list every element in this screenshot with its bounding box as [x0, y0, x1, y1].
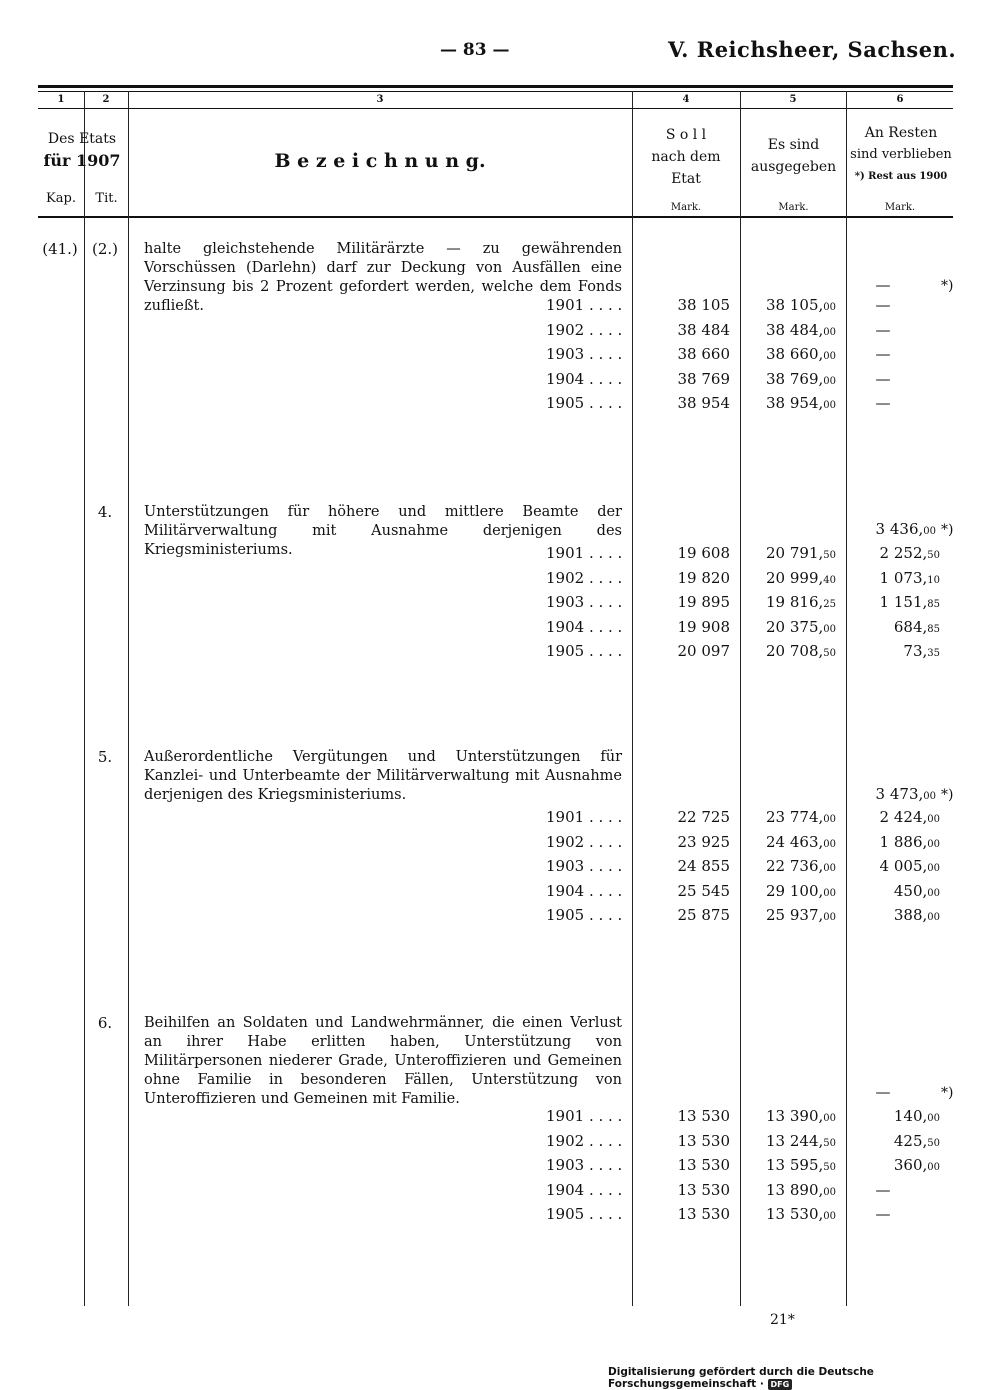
ausgegeben-value: [744, 544, 836, 562]
ausgegeben-line-2: ausgegeben: [750, 159, 837, 175]
ausgegeben-amount: 38 105,: [766, 296, 824, 314]
ausgegeben-amount: 13 890,: [766, 1181, 824, 1199]
year-label: 1904 . . . .: [546, 882, 623, 900]
soll-value: 25 545: [677, 882, 730, 900]
rest-value: [848, 1181, 918, 1199]
ausgegeben-amount: 20 791,: [766, 544, 824, 562]
colnum-rule: [38, 108, 953, 109]
top-thin-rule: [38, 91, 953, 92]
col-sep-soll-aus: [740, 91, 741, 1306]
ausgegeben-value: [744, 882, 836, 900]
year-label: 1904 . . . .: [546, 618, 623, 636]
col-sep-text-soll: [632, 91, 633, 1306]
soll-value: 13 530: [677, 1205, 730, 1223]
title-description: halte gleichstehende Militärärzte — zu gewährenden Vorschüssen (Darlehn) darf zur Deckung von Ausfällen eine Verzinsung bis 2 Prozent gefordert werden, welche dem Fonds zufließt.: [144, 241, 622, 314]
rest-amount: 1 073,: [879, 569, 928, 587]
soll-value: 13 530: [677, 1156, 730, 1174]
ausgegeben-amount: 38 484,: [766, 321, 824, 339]
ausgegeben-value: [744, 394, 836, 412]
footnote-marker: *): [941, 787, 954, 803]
rest-dash: —: [875, 321, 891, 339]
soll-value: 23 925: [677, 833, 730, 851]
year-label: 1901 . . . .: [546, 544, 623, 562]
rest-1900-amount: 3 436,: [875, 520, 924, 538]
ausgegeben-value: [744, 906, 836, 924]
rest-1900-dash: —: [875, 276, 891, 294]
rest-value: [848, 296, 918, 314]
unit-soll: Mark.: [670, 202, 702, 213]
soll-value: 13 530: [677, 1132, 730, 1150]
ausgegeben-amount: 38 954,: [766, 394, 824, 412]
ausgegeben-cents: 00: [823, 624, 836, 635]
rest-value: [848, 1205, 918, 1223]
reste-line-2: sind verblieben: [850, 147, 952, 162]
ausgegeben-value: [744, 321, 836, 339]
tit-number: 4.: [97, 503, 113, 521]
ausgegeben-cents: 40: [823, 575, 836, 586]
ausgegeben-value: [744, 569, 836, 587]
year-label: 1903 . . . .: [546, 857, 623, 875]
year-label: 1902 . . . .: [546, 569, 623, 587]
col-sep-aus-rest: [846, 91, 847, 1306]
tit-number: 6.: [97, 1014, 113, 1032]
rest-value: [848, 569, 940, 587]
rest-value: [848, 618, 940, 636]
footnote-marker: *): [941, 522, 954, 538]
col-number-5: 5: [789, 94, 797, 105]
rest-amount: 73,: [903, 642, 928, 660]
ausgegeben-value: [744, 1107, 836, 1125]
rest-value: [848, 1156, 940, 1174]
rest-value: [848, 833, 940, 851]
soll-value: 13 530: [677, 1107, 730, 1125]
reste-line-1: An Resten: [864, 125, 938, 141]
rest-dash: —: [875, 296, 891, 314]
ausgegeben-cents: 00: [823, 912, 836, 923]
ausgegeben-cents: 00: [823, 400, 836, 411]
rest-cents: 50: [927, 1138, 940, 1149]
rest-1900-value: [848, 1083, 918, 1101]
soll-value: 19 820: [677, 569, 730, 587]
footer-credit: [608, 1366, 1000, 1390]
year-label: 1905 . . . .: [546, 394, 623, 412]
rest-1900-value: [848, 276, 918, 294]
year-label: 1905 . . . .: [546, 906, 623, 924]
rest-amount: 684,: [893, 618, 928, 636]
soll-value: 38 484: [677, 321, 730, 339]
soll-line-2: nach dem: [651, 149, 721, 165]
ausgegeben-amount: 20 708,: [766, 642, 824, 660]
rest-value: [848, 370, 918, 388]
ausgegeben-amount: 19 816,: [766, 593, 824, 611]
year-label: 1902 . . . .: [546, 1132, 623, 1150]
ausgegeben-cents: 00: [823, 814, 836, 825]
year-label: 1905 . . . .: [546, 1205, 623, 1223]
ausgegeben-value: [744, 618, 836, 636]
rest-amount: 388,: [893, 906, 928, 924]
ausgegeben-amount: 38 660,: [766, 345, 824, 363]
ausgegeben-cents: 00: [823, 376, 836, 387]
soll-value: 19 908: [677, 618, 730, 636]
rest-value: [848, 345, 918, 363]
rest-dash: —: [875, 394, 891, 412]
ausgegeben-cents: 00: [823, 302, 836, 313]
ausgegeben-heading: [741, 134, 846, 178]
soll-value: 13 530: [677, 1181, 730, 1199]
rest-cents: 85: [927, 624, 940, 635]
rest-1900-cents: 00: [923, 526, 936, 537]
year-label: 1903 . . . .: [546, 1156, 623, 1174]
ausgegeben-value: [744, 1132, 836, 1150]
year-label: 1901 . . . .: [546, 296, 623, 314]
rest-value: [848, 544, 940, 562]
rest-cents: 85: [927, 599, 940, 610]
soll-value: 22 725: [677, 808, 730, 826]
year-label: 1901 . . . .: [546, 808, 623, 826]
signature-mark: 21*: [770, 1312, 795, 1328]
rest-dash: —: [875, 1181, 891, 1199]
soll-value: 20 097: [677, 642, 730, 660]
ausgegeben-amount: 29 100,: [766, 882, 824, 900]
soll-value: 24 855: [677, 857, 730, 875]
ausgegeben-amount: 22 736,: [766, 857, 824, 875]
ausgegeben-cents: 00: [823, 863, 836, 874]
footnote-marker: *): [941, 278, 954, 294]
bezeichnung-heading: B e z e i c h n u n g.: [274, 150, 486, 172]
rest-amount: 425,: [893, 1132, 928, 1150]
ausgegeben-value: [744, 857, 836, 875]
tit-number: (2.): [91, 240, 118, 258]
rest-value: [848, 882, 940, 900]
soll-value: 38 105: [677, 296, 730, 314]
title-description: Unterstützungen für höhere und mittlere Beamte der Militärverwaltung mit Ausnahme derjenigen des Kriegsministeriums.: [144, 504, 622, 558]
rest-dash: —: [875, 1205, 891, 1223]
soll-value: 19 895: [677, 593, 730, 611]
rest-value: [848, 1132, 940, 1150]
top-double-rule: [38, 85, 953, 88]
ausgegeben-cents: 50: [823, 1162, 836, 1173]
soll-line-1: S o l l: [665, 127, 707, 143]
year-label: 1902 . . . .: [546, 321, 623, 339]
rest-amount: 450,: [893, 882, 928, 900]
rest-value: [848, 808, 940, 826]
footnote-marker: *): [941, 1085, 954, 1101]
ausgegeben-line-1: Es sind: [767, 137, 820, 153]
ausgegeben-value: [744, 808, 836, 826]
ausgegeben-value: [744, 642, 836, 660]
title-description: Beihilfen an Soldaten und Landwehrmänner, die einen Verlust an ihrer Habe erlitten haben, Unterstützung von Militärpersonen niederer Grade, Unteroffizieren und Gemeinen ohne Familie in besonderen Fällen, Unterstützung von Unteroffizieren und Gemeinen mit Familie.: [144, 1015, 622, 1107]
year-label: 1905 . . . .: [546, 642, 623, 660]
ausgegeben-cents: 50: [823, 550, 836, 561]
ausgegeben-amount: 13 595,: [766, 1156, 824, 1174]
running-title: V. Reichsheer, Sachsen.: [668, 37, 957, 62]
rest-amount: 2 424,: [879, 808, 928, 826]
rest-amount: 2 252,: [879, 544, 928, 562]
rest-cents: 50: [927, 550, 940, 561]
year-label: 1903 . . . .: [546, 593, 623, 611]
ausgegeben-cents: 00: [823, 1113, 836, 1124]
tit-number: 5.: [97, 748, 113, 766]
etat-year: für 1907: [43, 151, 121, 170]
etat-label: Des Etats: [47, 131, 117, 147]
col-number-1: 1: [57, 94, 65, 105]
rest-cents: 00: [927, 1113, 940, 1124]
ausgegeben-value: [744, 1156, 836, 1174]
header-bottom-rule: [38, 216, 953, 218]
rest-1900-amount: 3 473,: [875, 785, 924, 803]
col-sep-kap-tit: [84, 91, 85, 1306]
page-number: — 83 —: [440, 40, 510, 60]
rest-cents: 00: [927, 863, 940, 874]
footer-text: Digitalisierung gefördert durch die Deutsche Forschungsgemeinschaft ·: [608, 1366, 874, 1390]
reste-heading: [847, 122, 955, 188]
year-label: 1904 . . . .: [546, 1181, 623, 1199]
ausgegeben-value: [744, 833, 836, 851]
rest-amount: 1 151,: [879, 593, 928, 611]
kap-label: Kap.: [46, 191, 76, 206]
soll-line-3: Etat: [671, 171, 701, 187]
reste-footnote: *) Rest aus 1900: [854, 171, 948, 182]
col-sep-tit-text: [128, 91, 129, 1306]
ausgegeben-value: [744, 345, 836, 363]
soll-heading: [633, 124, 739, 190]
year-label: 1903 . . . .: [546, 345, 623, 363]
rest-dash: —: [875, 345, 891, 363]
ausgegeben-amount: 20 999,: [766, 569, 824, 587]
ausgegeben-value: [744, 1181, 836, 1199]
ausgegeben-cents: 00: [823, 888, 836, 899]
year-label: 1901 . . . .: [546, 1107, 623, 1125]
rest-amount: 140,: [893, 1107, 928, 1125]
soll-value: 25 875: [677, 906, 730, 924]
rest-cents: 10: [927, 575, 940, 586]
soll-value: 19 608: [677, 544, 730, 562]
soll-value: 38 954: [677, 394, 730, 412]
ausgegeben-amount: 20 375,: [766, 618, 824, 636]
col-number-2: 2: [102, 94, 110, 105]
rest-cents: 35: [927, 648, 940, 659]
ausgegeben-cents: 50: [823, 1138, 836, 1149]
year-label: 1902 . . . .: [546, 833, 623, 851]
kap-number: (41.): [42, 240, 78, 258]
ausgegeben-amount: 13 530,: [766, 1205, 824, 1223]
rest-value: [848, 394, 918, 412]
ausgegeben-value: [744, 593, 836, 611]
rest-cents: 00: [927, 888, 940, 899]
col-number-6: 6: [896, 94, 904, 105]
rest-cents: 00: [927, 1162, 940, 1173]
rest-cents: 00: [927, 912, 940, 923]
rest-dash: —: [875, 370, 891, 388]
tit-label: Tit.: [95, 191, 118, 206]
ausgegeben-value: [744, 296, 836, 314]
ausgegeben-amount: 24 463,: [766, 833, 824, 851]
ausgegeben-cents: 25: [823, 599, 836, 610]
rest-cents: 00: [927, 814, 940, 825]
rest-1900-cents: 00: [923, 791, 936, 802]
rest-value: [848, 906, 940, 924]
col-number-3: 3: [376, 94, 384, 105]
ausgegeben-cents: 00: [823, 351, 836, 362]
unit-ausgegeben: Mark.: [778, 202, 809, 213]
ausgegeben-cents: 00: [823, 1187, 836, 1198]
rest-value: [848, 857, 940, 875]
rest-value: [848, 1107, 940, 1125]
rest-1900-value: [848, 785, 936, 803]
dfg-logo: DFG: [768, 1379, 793, 1390]
rest-amount: 4 005,: [879, 857, 928, 875]
ausgegeben-value: [744, 370, 836, 388]
ausgegeben-cents: 00: [823, 839, 836, 850]
ausgegeben-cents: 50: [823, 648, 836, 659]
ausgegeben-cents: 00: [823, 327, 836, 338]
rest-value: [848, 642, 940, 660]
ausgegeben-amount: 13 390,: [766, 1107, 824, 1125]
ausgegeben-amount: 25 937,: [766, 906, 824, 924]
soll-value: 38 660: [677, 345, 730, 363]
ausgegeben-amount: 38 769,: [766, 370, 824, 388]
year-label: 1904 . . . .: [546, 370, 623, 388]
ausgegeben-value: [744, 1205, 836, 1223]
soll-value: 38 769: [677, 370, 730, 388]
ausgegeben-amount: 13 244,: [766, 1132, 824, 1150]
rest-amount: 360,: [893, 1156, 928, 1174]
rest-amount: 1 886,: [879, 833, 928, 851]
rest-cents: 00: [927, 839, 940, 850]
rest-value: [848, 321, 918, 339]
rest-value: [848, 593, 940, 611]
title-description: Außerordentliche Vergütungen und Unterstützungen für Kanzlei- und Unterbeamte der Militärverwaltung mit Ausnahme derjenigen des Kriegsministeriums.: [144, 749, 622, 803]
rest-1900-value: [848, 520, 936, 538]
ausgegeben-cents: 00: [823, 1211, 836, 1222]
ausgegeben-amount: 23 774,: [766, 808, 824, 826]
col-number-4: 4: [682, 94, 690, 105]
rest-1900-dash: —: [875, 1083, 891, 1101]
unit-reste: Mark.: [884, 202, 916, 213]
